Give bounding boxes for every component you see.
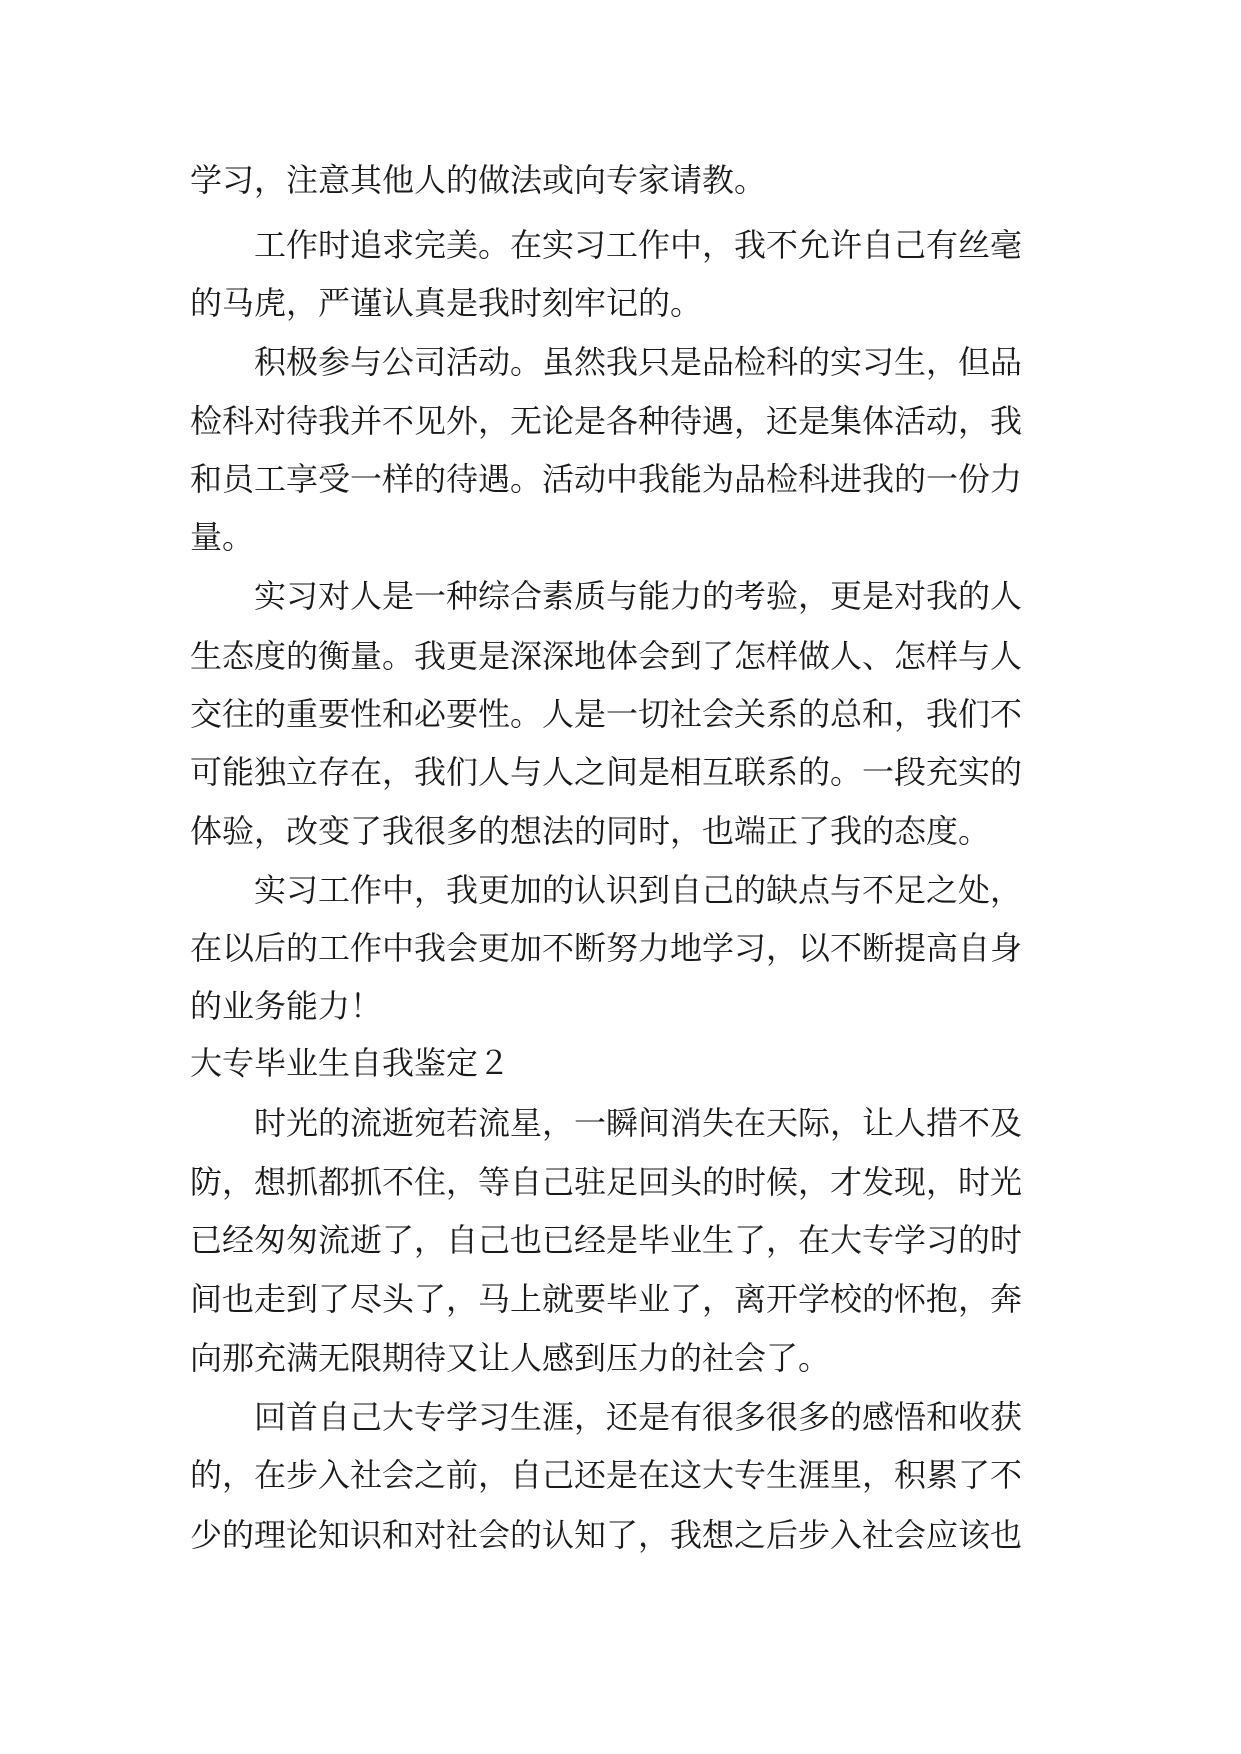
text-line: 的马虎，严谨认真是我时刻牢记的。 xyxy=(190,284,703,322)
text-line: 生态度的衡量。我更是深深地体会到了怎样做人、怎样与人 xyxy=(190,637,1023,675)
text-line: 和员工享受一样的待遇。活动中我能为品检科进我的一份力 xyxy=(190,460,1023,498)
text-line: 的业务能力！ xyxy=(190,987,383,1025)
text-line: 量。 xyxy=(190,518,255,556)
text-line: 向那充满无限期待又让人感到压力的社会了。 xyxy=(190,1339,831,1377)
text-line: 已经匆匆流逝了，自己也已经是毕业生了，在大专学习的时 xyxy=(190,1221,1023,1259)
text-line: 防，想抓都抓不住，等自己驻足回头的时候，才发现，时光 xyxy=(190,1163,1023,1201)
text-line: 可能独立存在，我们人与人之间是相互联系的。一段充实的 xyxy=(190,753,1023,791)
paragraph-first-line: 回首自己大专学习生涯，还是有很多很多的感悟和收获 xyxy=(254,1398,1023,1436)
paragraph-first-line: 时光的流逝宛若流星，一瞬间消失在天际，让人措不及 xyxy=(254,1104,1023,1142)
text-line: 在以后的工作中我会更加不断努力地学习，以不断提高自身 xyxy=(190,929,1023,967)
text-line: 检科对待我并不见外，无论是各种待遇，还是集体活动，我 xyxy=(190,402,1023,440)
text-line: 交往的重要性和必要性。人是一切社会关系的总和，我们不 xyxy=(190,695,1023,733)
paragraph-first-line: 积极参与公司活动。虽然我只是品检科的实习生，但品 xyxy=(254,343,1023,381)
text-line: 学习，注意其他人的做法或向专家请教。 xyxy=(190,161,767,199)
text-line: 的，在步入社会之前，自己还是在这大专生涯里，积累了不 xyxy=(190,1456,1023,1494)
paragraph-first-line: 实习工作中，我更加的认识到自己的缺点与不足之处， xyxy=(254,871,1023,909)
text-line: 少的理论知识和对社会的认知了，我想之后步入社会应该也 xyxy=(190,1516,1023,1554)
paragraph-first-line: 工作时追求完美。在实习工作中，我不允许自己有丝毫 xyxy=(254,226,1023,264)
paragraph-first-line: 实习对人是一种综合素质与能力的考验，更是对我的人 xyxy=(254,577,1023,615)
text-line: 间也走到了尽头了，马上就要毕业了，离开学校的怀抱，奔 xyxy=(190,1280,1023,1318)
section-heading: 大专毕业生自我鉴定２ xyxy=(190,1044,511,1082)
text-line: 体验，改变了我很多的想法的同时，也端正了我的态度。 xyxy=(190,812,991,850)
